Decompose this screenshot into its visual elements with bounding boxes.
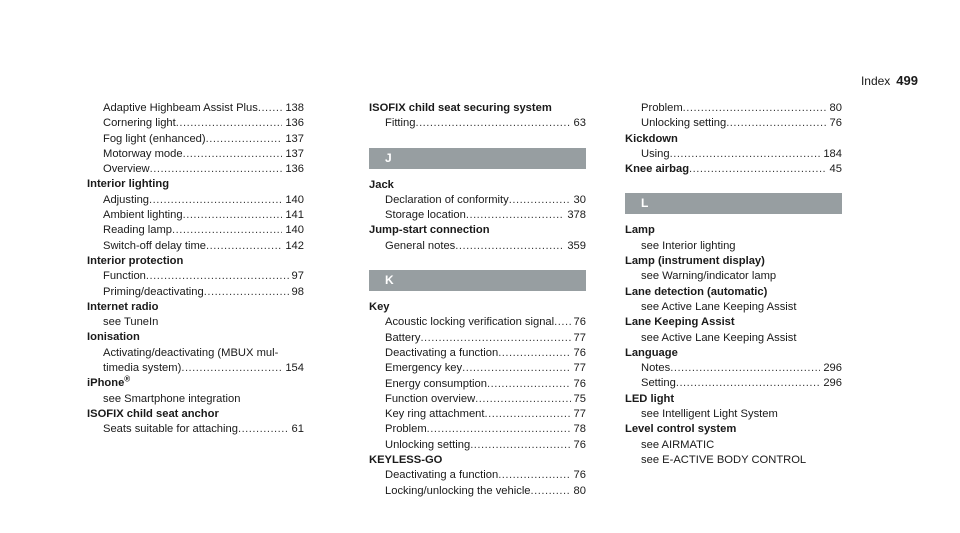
entry-text: Problem bbox=[641, 102, 683, 114]
letter-bar-l: L bbox=[625, 193, 842, 214]
leader-dots bbox=[420, 331, 570, 346]
see-reference[interactable]: see E-ACTIVE BODY CONTROL bbox=[641, 453, 807, 466]
entry-text: Function overview bbox=[385, 392, 476, 405]
letter-bar-j: J bbox=[369, 148, 586, 169]
entry-page: 80 bbox=[573, 484, 586, 497]
entry-page: 76 bbox=[829, 117, 842, 130]
entry-text: Battery bbox=[385, 331, 421, 344]
entry-page: 77 bbox=[573, 331, 586, 344]
entry-page: 296 bbox=[823, 362, 842, 375]
index-entry[interactable] bbox=[87, 285, 304, 300]
index-entry[interactable] bbox=[369, 193, 586, 208]
entry-page: 75 bbox=[573, 392, 586, 405]
leader-dots bbox=[670, 361, 820, 376]
leader-dots bbox=[415, 116, 570, 131]
registered-mark: ® bbox=[124, 374, 131, 384]
entry-page: 80 bbox=[829, 102, 842, 114]
leader-dots bbox=[176, 116, 283, 131]
index-entry[interactable] bbox=[369, 392, 586, 407]
header-section: Index bbox=[860, 74, 891, 88]
entry-page: 78 bbox=[573, 423, 586, 436]
leader-dots bbox=[466, 208, 564, 223]
leader-dots bbox=[689, 162, 827, 177]
see-reference[interactable]: see Smartphone integration bbox=[103, 392, 241, 405]
index-entry[interactable] bbox=[87, 223, 304, 238]
index-entry[interactable] bbox=[87, 269, 304, 284]
leader-dots bbox=[172, 223, 282, 238]
entry-text: Key ring attachment bbox=[385, 408, 485, 421]
index-heading: ISOFIX child seat securing system bbox=[369, 102, 552, 114]
entry-text: Adaptive Highbeam Assist Plus bbox=[103, 102, 258, 114]
entry-page: 296 bbox=[823, 377, 842, 390]
entry-page: 76 bbox=[573, 346, 586, 359]
entry-text: Storage location bbox=[385, 209, 466, 222]
leader-dots bbox=[726, 116, 826, 131]
index-heading: Level control system bbox=[625, 423, 737, 436]
leader-dots bbox=[238, 422, 289, 437]
leader-dots bbox=[531, 484, 571, 499]
leader-dots bbox=[509, 193, 571, 208]
index-heading: KEYLESS-GO bbox=[369, 454, 443, 467]
index-heading: Lane Keeping Assist bbox=[625, 316, 735, 329]
leader-dots bbox=[455, 239, 564, 254]
page-number: 499 bbox=[896, 73, 918, 88]
index-heading: Language bbox=[625, 346, 678, 359]
leader-dots bbox=[475, 392, 570, 407]
index-entry[interactable] bbox=[87, 132, 304, 147]
entry-page: 142 bbox=[285, 239, 304, 252]
index-heading: Internet radio bbox=[87, 300, 159, 313]
index-column-2 bbox=[369, 101, 586, 499]
index-entry[interactable] bbox=[87, 193, 304, 208]
entry-text: Unlocking setting bbox=[385, 438, 471, 451]
entry-text: Energy consumption bbox=[385, 377, 487, 390]
leader-dots bbox=[183, 208, 283, 223]
leader-dots bbox=[149, 193, 282, 208]
entry-page: 98 bbox=[291, 285, 304, 298]
entry-text-line: Activating/deactivating (MBUX mul- bbox=[103, 346, 279, 359]
heading-text: iPhone bbox=[87, 377, 125, 390]
leader-dots bbox=[258, 101, 282, 116]
entry-page: 76 bbox=[573, 377, 586, 390]
index-heading: Interior protection bbox=[87, 254, 184, 267]
index-entry[interactable] bbox=[369, 438, 586, 453]
index-entry[interactable] bbox=[87, 147, 304, 162]
entry-text: Notes bbox=[641, 362, 671, 375]
see-reference[interactable]: see Interior lighting bbox=[641, 239, 736, 252]
entry-text: Function bbox=[103, 270, 146, 283]
leader-dots bbox=[206, 132, 283, 147]
index-heading: Key bbox=[369, 301, 390, 314]
entry-text: Seats suitable for attaching bbox=[103, 423, 238, 436]
entry-page: 76 bbox=[573, 469, 586, 482]
index-column-1 bbox=[87, 101, 304, 438]
entry-page: 45 bbox=[829, 163, 842, 176]
entry-page: 63 bbox=[573, 117, 586, 130]
index-entry[interactable] bbox=[625, 116, 842, 131]
index-heading: Jack bbox=[369, 178, 394, 191]
index-heading: Lane detection (automatic) bbox=[625, 285, 768, 298]
index-heading: Ionisation bbox=[87, 331, 140, 344]
letter-bar-k: K bbox=[369, 270, 586, 291]
entry-text: Priming/deactivating bbox=[103, 285, 204, 298]
entry-text: Problem bbox=[385, 423, 427, 436]
leader-dots bbox=[670, 147, 821, 162]
index-entry[interactable] bbox=[369, 239, 586, 254]
entry-page: 154 bbox=[285, 362, 304, 375]
entry-text: Unlocking setting bbox=[641, 117, 727, 130]
index-entry[interactable] bbox=[87, 422, 304, 437]
entry-text: Motorway mode bbox=[103, 147, 183, 160]
leader-dots bbox=[183, 147, 283, 162]
index-entry[interactable] bbox=[369, 315, 586, 330]
leader-dots bbox=[181, 361, 282, 376]
see-reference[interactable]: see Active Lane Keeping Assist bbox=[641, 331, 797, 344]
leader-dots bbox=[146, 269, 289, 284]
entry-page: 138 bbox=[285, 102, 304, 114]
entry-text: Setting bbox=[641, 377, 676, 390]
entry-text: Emergency key bbox=[385, 362, 463, 375]
see-reference[interactable]: see Warning/indicator lamp bbox=[641, 270, 777, 283]
index-entry[interactable] bbox=[87, 116, 304, 131]
see-reference[interactable]: see Intelligent Light System bbox=[641, 408, 778, 421]
index-heading: Interior lighting bbox=[87, 178, 170, 191]
entry-page: 184 bbox=[823, 147, 842, 160]
entry-page: 77 bbox=[573, 362, 586, 375]
leader-dots bbox=[498, 346, 570, 361]
leader-dots bbox=[554, 315, 570, 330]
index-entry[interactable] bbox=[625, 101, 842, 116]
entry-page: 76 bbox=[573, 316, 586, 329]
entry-page: 136 bbox=[285, 163, 304, 176]
entry-text: Ambient lighting bbox=[103, 209, 183, 222]
index-entry[interactable] bbox=[369, 331, 586, 346]
index-entry[interactable] bbox=[369, 422, 586, 437]
index-entry[interactable] bbox=[625, 361, 842, 376]
entry-page: 378 bbox=[567, 209, 586, 222]
entry-text: Acoustic locking verification signal bbox=[385, 316, 555, 329]
index-heading: Jump-start connection bbox=[369, 224, 490, 237]
leader-dots bbox=[683, 101, 827, 116]
leader-dots bbox=[150, 162, 283, 177]
page-header bbox=[861, 73, 918, 88]
entry-page: 76 bbox=[573, 438, 586, 451]
index-entry[interactable] bbox=[87, 162, 304, 177]
entry-text: Overview bbox=[103, 163, 150, 176]
index-entry[interactable] bbox=[87, 361, 304, 376]
entry-text: General notes bbox=[385, 239, 456, 252]
leader-dots bbox=[498, 468, 570, 483]
entry-text: Deactivating a function bbox=[385, 346, 499, 359]
see-reference[interactable]: see TuneIn bbox=[103, 316, 159, 329]
index-entry[interactable] bbox=[369, 346, 586, 361]
leader-dots bbox=[470, 438, 570, 453]
see-reference[interactable]: see AIRMATIC bbox=[641, 438, 715, 451]
entry-text: Switch-off delay time bbox=[103, 239, 207, 252]
leader-dots bbox=[204, 285, 289, 300]
entry-page: 137 bbox=[285, 132, 304, 145]
entry-page: 30 bbox=[573, 193, 586, 206]
index-entry[interactable] bbox=[369, 116, 586, 131]
index-entry[interactable] bbox=[369, 377, 586, 392]
index-heading: Kickdown bbox=[625, 132, 678, 145]
index-entry[interactable] bbox=[369, 208, 586, 223]
entry-text: timedia system) bbox=[103, 362, 182, 375]
leader-dots bbox=[427, 422, 571, 437]
entry-text: Locking/unlocking the vehicle bbox=[385, 484, 531, 497]
index-entry[interactable] bbox=[369, 407, 586, 422]
index-heading: Lamp (instrument display) bbox=[625, 255, 765, 268]
entry-text: Deactivating a function bbox=[385, 469, 499, 482]
entry-page: 61 bbox=[291, 423, 304, 436]
index-entry[interactable] bbox=[625, 147, 842, 162]
entry-text: Adjusting bbox=[103, 193, 150, 206]
entry-page: 136 bbox=[285, 117, 304, 130]
index-entry[interactable] bbox=[369, 484, 586, 499]
index-column-3 bbox=[625, 101, 842, 468]
entry-text: Cornering light bbox=[103, 117, 176, 130]
index-entry[interactable] bbox=[87, 208, 304, 223]
entry-text: Knee airbag bbox=[625, 163, 690, 176]
entry-page: 140 bbox=[285, 224, 304, 237]
index-entry[interactable] bbox=[87, 101, 304, 116]
index-entry[interactable] bbox=[87, 239, 304, 254]
entry-page: 97 bbox=[291, 270, 304, 283]
index-heading: LED light bbox=[625, 392, 675, 405]
index-entry[interactable] bbox=[625, 376, 842, 391]
entry-text: Fog light (enhanced) bbox=[103, 132, 206, 145]
index-heading: Lamp bbox=[625, 224, 655, 237]
entry-page: 359 bbox=[567, 239, 586, 252]
index-entry[interactable] bbox=[625, 162, 842, 177]
entry-page: 137 bbox=[285, 147, 304, 160]
leader-dots bbox=[676, 376, 820, 391]
entry-page: 77 bbox=[573, 408, 586, 421]
leader-dots bbox=[462, 361, 570, 376]
entry-text: Declaration of conformity bbox=[385, 193, 509, 206]
see-reference[interactable]: see Active Lane Keeping Assist bbox=[641, 300, 797, 313]
entry-text: Fitting bbox=[385, 117, 416, 130]
index-entry[interactable] bbox=[369, 468, 586, 483]
entry-page: 141 bbox=[285, 209, 304, 222]
index-entry[interactable] bbox=[369, 361, 586, 376]
index-heading: ISOFIX child seat anchor bbox=[87, 407, 219, 420]
entry-text: Using bbox=[641, 147, 670, 160]
leader-dots bbox=[487, 377, 571, 392]
leader-dots bbox=[485, 407, 571, 422]
index-heading bbox=[87, 376, 304, 391]
leader-dots bbox=[206, 239, 282, 254]
entry-text: Reading lamp bbox=[103, 224, 173, 237]
entry-page: 140 bbox=[285, 193, 304, 206]
